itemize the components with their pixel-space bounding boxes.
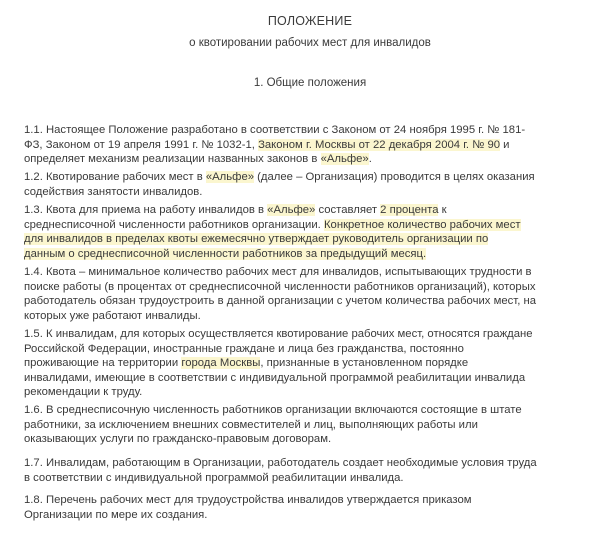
text-run: 1.2. Квотирование рабочих мест в [24, 171, 206, 183]
paragraph-1-2 [24, 170, 580, 199]
document-title: ПОЛОЖЕНИЕ [267, 14, 353, 28]
text-line [24, 508, 580, 523]
text-line [24, 403, 580, 418]
text-run: оказывающих услуги по гражданско-правовым договорам. [24, 433, 332, 446]
text-run: , признанные в установленном порядке [260, 357, 469, 370]
document-subtitle: о квотировании рабочих мест для инвалидов [189, 37, 431, 49]
text-line [24, 471, 580, 486]
text-line [24, 342, 580, 357]
text-line [24, 170, 580, 185]
text-run: рекомендации к труду. [24, 386, 143, 399]
text-line [24, 356, 580, 371]
section-heading: 1. Общие положения [253, 77, 367, 89]
text-line [24, 294, 580, 309]
text-run: проживающие на территории [24, 357, 182, 370]
text-line [24, 152, 580, 167]
text-line [24, 138, 580, 153]
paragraph-1-6 [24, 403, 580, 447]
text-run: Организации по мере их создания. [24, 508, 208, 521]
highlighted-text: Конкретное количество рабочих мест [323, 218, 521, 231]
paragraph-1-4 [24, 265, 580, 323]
text-run: (далее – Организация) проводится в целях оказания [254, 171, 535, 183]
highlighted-text: данным о среднесписочной численности работников за предыдущий месяц. [24, 247, 427, 260]
text-run: 1.3. Квота для приема на работу инвалидов в [24, 204, 268, 216]
text-line [24, 309, 580, 324]
text-line [24, 432, 580, 447]
text-run: 1.4. Квота – минимальное количество рабочих мест для инвалидов, испытывающих трудности в [24, 266, 532, 278]
text-line [24, 247, 580, 262]
text-line [24, 218, 580, 233]
text-run: инвалидами, имеющие в соответствии с индивидуальной программой реабилитации инвалида [24, 371, 526, 384]
paragraph-1-5 [24, 327, 580, 400]
paragraph-1-1 [24, 123, 580, 167]
text-run: 1.1. Настоящее Положение разработано в соответствии с Законом от 24 ноября 1995 г. № 181- [24, 124, 526, 136]
text-line [24, 123, 580, 138]
text-run: 1.6. В среднесписочную численность работников организации включаются состоящие в штате [24, 404, 522, 416]
highlighted-text: города Москвы [181, 357, 261, 370]
text-run: к [438, 204, 447, 216]
highlighted-text: «Альфе» [205, 171, 255, 183]
highlighted-text: «Альфе» [320, 153, 369, 166]
text-line [24, 385, 580, 400]
text-run: в соответствии с индивидуальной программой реабилитации инвалида. [24, 471, 404, 484]
text-run: работники, за исключением внешних совместителей и лиц, выполняющих работы или [24, 418, 478, 431]
text-line [24, 232, 580, 247]
highlighted-text: Законом г. Москвы от 22 декабря 2004 г. № 90 [258, 138, 501, 151]
paragraph-1-3 [24, 203, 580, 261]
highlighted-text: 2 процента [380, 204, 439, 216]
paragraph-1-8 [24, 493, 580, 522]
text-line [24, 265, 580, 280]
text-run: которых уже работают инвалиды. [24, 309, 201, 322]
text-run: Российской Федерации, иностранные граждане и лица без гражданства, постоянно [24, 342, 464, 355]
highlighted-text: «Альфе» [267, 204, 316, 216]
text-line [24, 371, 580, 386]
text-line [24, 280, 580, 295]
text-run: 1.5. К инвалидам, для которых осуществляется квотирование рабочих мест, относятся граждане [24, 328, 533, 340]
text-run: поиске работы (в процентах от среднесписочной численности работников организаций), которых [24, 280, 536, 293]
text-line [24, 456, 580, 471]
text-run: . [368, 153, 372, 166]
text-run: определяет механизм реализации названных законов в [24, 153, 321, 166]
highlighted-text: для инвалидов в пределах квоты ежемесячно утверждает руководитель организации по [24, 233, 489, 246]
text-run: 1.7. Инвалидам, работающим в Организации, работодатель создает необходимые условия труда [24, 457, 537, 469]
paragraph-1-7 [24, 456, 580, 485]
text-run: ФЗ, Законом от 19 апреля 1991 г. № 1032-1, [24, 138, 259, 151]
text-line [24, 185, 580, 200]
text-line [24, 493, 580, 508]
text-run: и [500, 138, 510, 151]
text-line [24, 327, 580, 342]
text-run: содействия занятости инвалидов. [24, 185, 203, 198]
text-run: работодатель обязан трудоустроить в данной организации с учетом количества рабочих мест, на [24, 295, 536, 308]
text-run: среднесписочной численности работников организации. [24, 218, 324, 231]
text-line [24, 418, 580, 433]
text-run: 1.8. Перечень рабочих мест для трудоустройства инвалидов утверждается приказом [24, 494, 472, 506]
text-line [24, 203, 580, 218]
text-run: составляет [315, 204, 381, 216]
